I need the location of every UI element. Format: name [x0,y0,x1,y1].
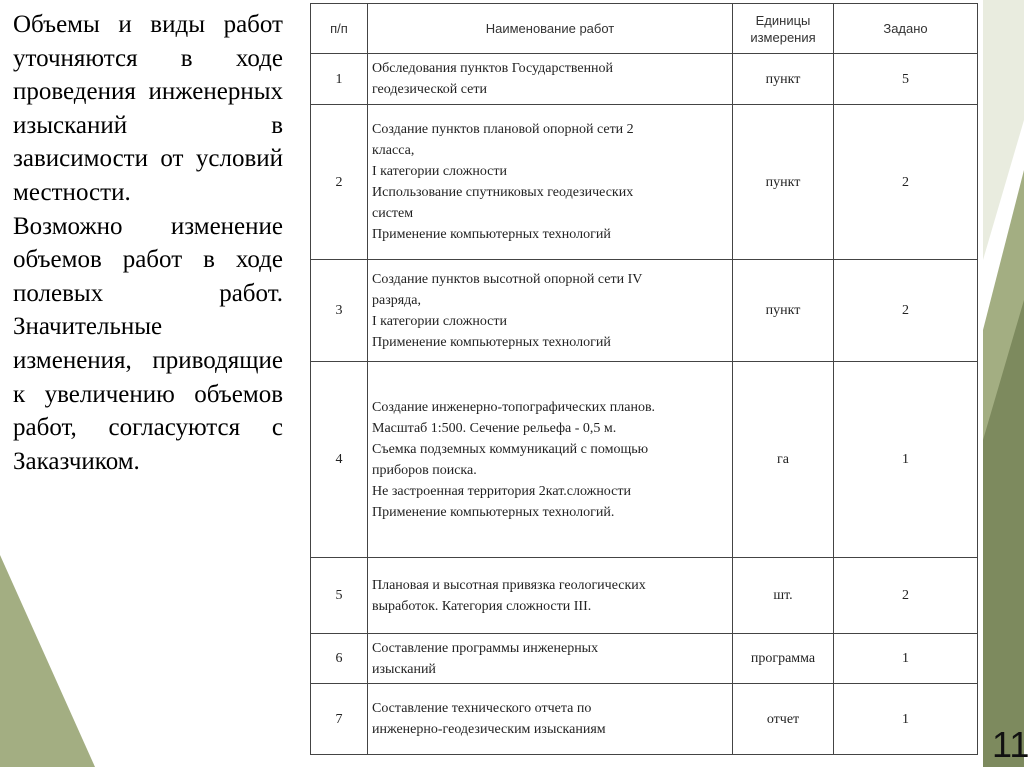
row-qty: 1 [834,634,978,684]
side-note-paragraph-1: Объемы и виды работ уточняются в ходе проведения инженерных изысканий в зависимости от условий местности. [13,11,283,206]
row-name-line: Применение компьютерных технологий. [372,504,615,520]
slide-page-number: 11 [992,724,1029,765]
works-table [310,3,978,755]
row-name-line: Съемка подземных коммуникаций с помощью [372,441,649,457]
header-unit-line-1: Единицы [755,12,811,28]
row-name [368,558,733,634]
row-unit: га [733,362,834,558]
header-unit [733,4,834,54]
row-unit: пункт [733,54,834,105]
row-name-line: систем [372,206,414,221]
row-unit: пункт [733,260,834,362]
table-row [311,260,978,362]
table-row [311,105,978,260]
table-row [311,634,978,684]
header-unit-line-2: измерения [750,29,816,45]
row-num: 3 [311,260,368,362]
row-name-line: Обследования пунктов Государственной [372,61,614,76]
row-name-line: I категории сложности [372,313,508,329]
row-name-line: выработок. Категория сложности III. [372,598,592,614]
row-unit: программа [733,634,834,684]
row-name [368,260,733,362]
row-name-line: Составление технического отчета по [372,701,592,716]
row-name [368,684,733,755]
table-row [311,362,978,558]
row-unit: отчет [733,684,834,755]
row-num: 4 [311,362,368,558]
row-qty: 5 [834,54,978,105]
table-header-row [311,4,978,54]
side-note-paragraph-2: Возможно изменение объемов работ в ходе полевых работ. Значительные изменения, приводящие к увеличению объемов работ, согласуются с Заказчиком. [13,212,283,475]
row-name-line: Создание пунктов высотной опорной сети IV [372,271,643,287]
row-name-line: геодезической сети [372,82,488,97]
row-name-line: Использование спутниковых геодезических [372,185,634,200]
row-name-line: класса, [372,143,415,158]
row-name-line: Не застроенная территория 2кат.сложности [372,483,631,499]
row-name-line: Применение компьютерных технологий [372,334,611,350]
works-table-container [307,0,983,760]
header-num: п/п [311,4,368,54]
row-qty: 2 [834,558,978,634]
table-row [311,558,978,634]
left-olive-triangle [0,555,95,767]
row-name-line: изысканий [372,661,436,677]
row-unit: шт. [733,558,834,634]
row-name-line: разряда, [372,292,422,308]
row-qty: 2 [834,105,978,260]
row-num: 7 [311,684,368,755]
table-row [311,54,978,105]
row-name [368,105,733,260]
row-name-line: I категории сложности [372,164,508,179]
row-name-line: Создание пунктов плановой опорной сети 2 [372,122,634,137]
row-qty: 2 [834,260,978,362]
table-row [311,684,978,755]
row-num: 1 [311,54,368,105]
row-qty: 1 [834,684,978,755]
row-name [368,362,733,558]
row-name-line: Применение компьютерных технологий [372,227,611,242]
row-num: 2 [311,105,368,260]
header-qty: Задано [834,4,978,54]
row-name [368,634,733,684]
row-name-line: Составление программы инженерных [372,640,599,656]
header-name: Наименование работ [368,4,733,54]
row-name-line: инженерно-геодезическим изысканиям [372,722,606,737]
row-num: 6 [311,634,368,684]
row-num: 5 [311,558,368,634]
row-name-line: приборов поиска. [372,462,477,478]
row-qty: 1 [834,362,978,558]
row-unit: пункт [733,105,834,260]
row-name-line: Плановая и высотная привязка геологических [372,577,646,593]
row-name-line: Масштаб 1:500. Сечение рельефа - 0,5 м. [372,420,617,436]
side-note [13,8,283,478]
row-name [368,54,733,105]
row-name-line: Создание инженерно-топографических планов. [372,399,656,415]
